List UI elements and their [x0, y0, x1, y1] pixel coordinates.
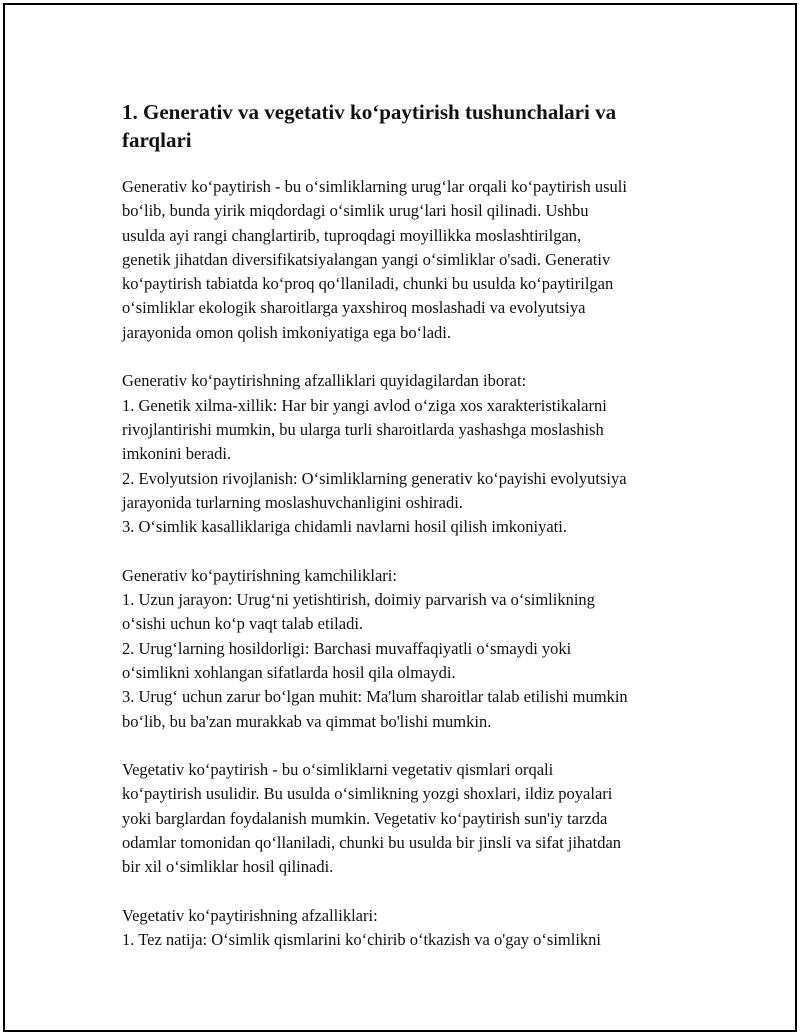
- text-line: rivojlantirishi mumkin, bu ularga turli sharoitlarda yashashga moslashish: [122, 419, 604, 439]
- text-line: jarayonida omon qolish imkoniyatiga ega bo‘ladi.: [122, 322, 452, 342]
- paragraph-vegetative-advantages: [122, 904, 697, 953]
- text-line: o‘sishi uchun ko‘p vaqt talab etiladi.: [122, 614, 364, 634]
- list-item: 1. Genetik xilma-xillik: Har bir yangi avlod o‘ziga xos xarakteristikalarni: [122, 395, 607, 415]
- paragraph-gap: [122, 734, 697, 758]
- text-line: ko‘paytirish usulidir. Bu usulda o‘simlikning yozgi shoxlari, ildiz poyalari: [122, 784, 613, 804]
- paragraph-vegetative-intro: [122, 758, 697, 879]
- section-heading: [122, 98, 697, 154]
- text-line: Generativ ko‘paytirishning afzalliklari quyidagilardan iborat:: [122, 371, 527, 391]
- text-line: usulda ayi rangi changlartirib, tuproqdagi moyillikka moslashtirilgan,: [122, 225, 582, 245]
- heading-line: 1. Generativ va vegetativ ko‘paytirish tushunchalari va: [122, 100, 617, 124]
- text-line: bir xil o‘simliklar hosil qilinadi.: [122, 857, 334, 877]
- paragraph-gap: [122, 345, 697, 369]
- text-line: Vegetativ ko‘paytirishning afzalliklari:: [122, 905, 378, 925]
- list-item: 3. Urug‘ uchun zarur bo‘lgan muhit: Ma'lum sharoitlar talab etilishi mumkin: [122, 687, 628, 707]
- paragraph-generative-disadvantages: [122, 564, 697, 734]
- text-line: jarayonida turlarning moslashuvchanligini oshiradi.: [122, 492, 463, 512]
- paragraph-gap: [122, 880, 697, 904]
- text-line: odamlar tomonidan qo‘llaniladi, chunki bu usulda bir jinsli va sifat jihatdan: [122, 833, 622, 853]
- paragraph-generative-intro: [122, 175, 697, 345]
- text-line: o‘simliklar ekologik sharoitlarga yaxshiroq moslashadi va evolyutsiya: [122, 298, 586, 318]
- text-line: bo‘lib, bunda yirik miqdordagi o‘simlik urug‘lari hosil qilinadi. Ushbu: [122, 201, 589, 221]
- text-line: Vegetativ ko‘paytirish - bu o‘simliklarni vegetativ qismlari orqali: [122, 760, 554, 780]
- document-body: [122, 98, 697, 953]
- list-item: 2. Evolyutsion rivojlanish: O‘simliklarning generativ ko‘payishi evolyutsiya: [122, 468, 627, 488]
- list-item: 1. Tez natija: O‘simlik qismlarini ko‘chirib o‘tkazish va o'gay o‘simlikni: [122, 930, 602, 950]
- list-item: 3. O‘simlik kasalliklariga chidamli navlarni hosil qilish imkoniyati.: [122, 517, 567, 537]
- text-line: Generativ ko‘paytirish - bu o‘simliklarning urug‘lar orqali ko‘paytirish usuli: [122, 177, 627, 196]
- paragraph-generative-advantages: [122, 369, 697, 539]
- paragraph-gap: [122, 539, 697, 563]
- list-item: 2. Urug‘larning hosildorligi: Barchasi muvaffaqiyatli o‘smaydi yoki: [122, 638, 572, 658]
- text-line: o‘simlikni xohlangan sifatlarda hosil qila olmaydi.: [122, 662, 456, 682]
- text-line: yoki barglardan foydalanish mumkin. Vegetativ ko‘paytirish sun'iy tarzda: [122, 808, 608, 828]
- page-frame: [3, 3, 797, 1032]
- text-line: bo‘lib, bu ba'zan murakkab va qimmat bo'lishi mumkin.: [122, 711, 492, 731]
- text-line: Generativ ko‘paytirishning kamchiliklari:: [122, 565, 397, 585]
- list-item: 1. Uzun jarayon: Urug‘ni yetishtirish, doimiy parvarish va o‘simlikning: [122, 590, 595, 610]
- text-line: ko‘paytirish tabiatda ko‘proq qo‘llaniladi, chunki bu usulda ko‘paytirilgan: [122, 274, 614, 294]
- heading-line: farqlari: [122, 128, 192, 152]
- text-line: genetik jihatdan diversifikatsiyalangan yangi o‘simliklar o'sadi. Generativ: [122, 249, 611, 269]
- text-line: imkonini beradi.: [122, 444, 232, 464]
